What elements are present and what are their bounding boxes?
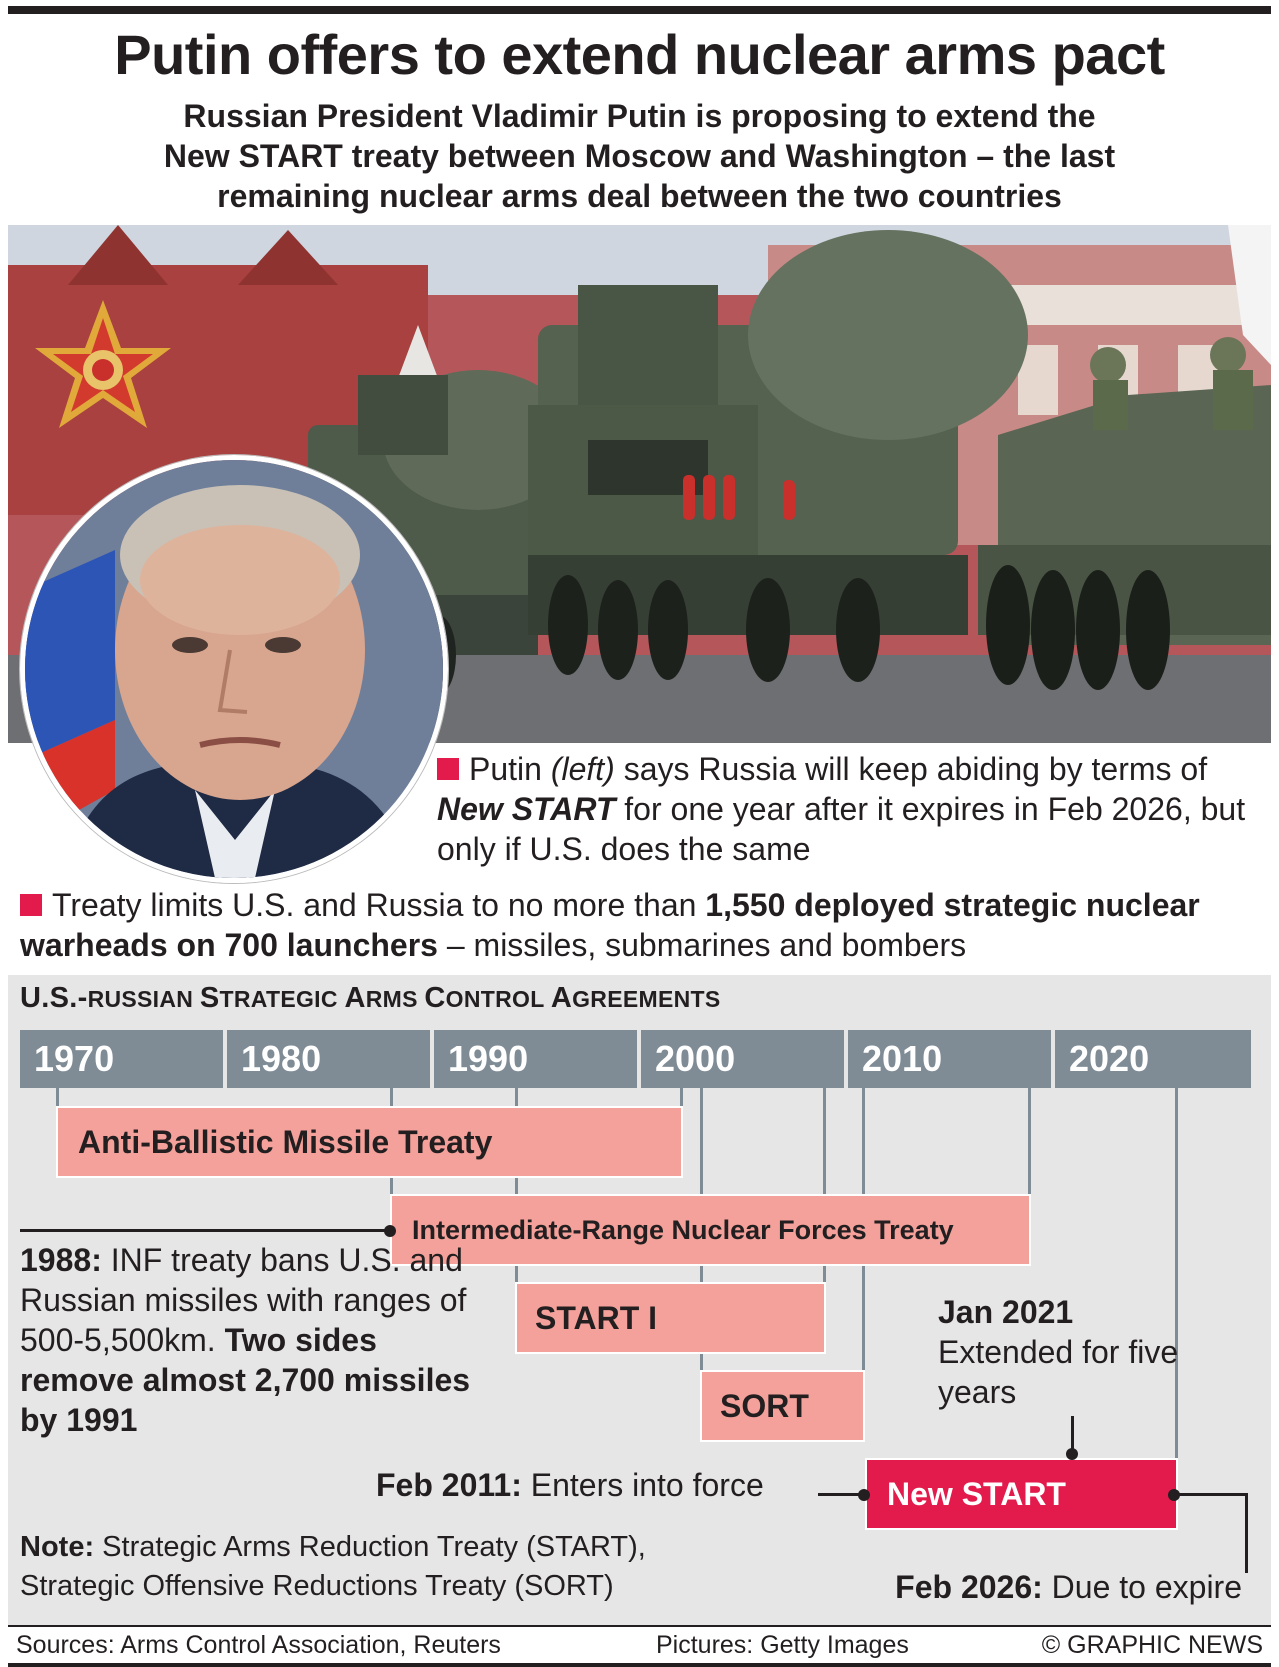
top-rule (8, 6, 1271, 14)
feb-2011-date: Feb 2011: (376, 1467, 522, 1503)
putin-statement (437, 749, 1247, 869)
para1-text-newstart: New START (437, 791, 616, 827)
decade-2020: 2020 (1055, 1030, 1251, 1088)
decade-1980: 1980 (227, 1030, 430, 1088)
para2-text-b: – missiles, submarines and bombers (437, 927, 967, 963)
inf-note-bold: Two sides remove almost 2,700 missiles by 1991 (20, 1322, 471, 1438)
inf-marker-dot (384, 1225, 396, 1237)
note-label: Note: (20, 1531, 95, 1563)
chart-heading: U.S.-RUSSIAN STRATEGIC ARMS CONTROL AGREEMENTS (20, 982, 721, 1014)
para2-text-bold: 1,550 deployed strategic nuclear warheads on 700 launchers (20, 887, 1200, 963)
feb-2026-line (1178, 1493, 1248, 1496)
feb-2011-line (818, 1493, 860, 1496)
decade-2010: 2010 (848, 1030, 1051, 1088)
jan-2021-dot (1066, 1448, 1078, 1460)
decade-1990: 1990 (434, 1030, 637, 1088)
subtitle-line-2: New START treaty between Moscow and Washington – the last (163, 138, 1116, 174)
footer (8, 1625, 1271, 1667)
para1-text-left: (left) (550, 751, 615, 787)
page-title: Putin offers to extend nuclear arms pact (114, 23, 1165, 86)
putin-portrait (20, 455, 448, 883)
inf-note-text: INF treaty bans U.S. and Russian missiles with ranges of 500-5,500km. (20, 1242, 467, 1358)
subtitle-line-1: Russian President Vladimir Putin is proposing to extend the (183, 98, 1096, 134)
decade-1970: 1970 (20, 1030, 223, 1088)
copyright: © GRAPHIC NEWS (1041, 1631, 1263, 1659)
note-line-2: Strategic Offensive Reductions Treaty (SORT) (20, 1570, 614, 1602)
feb-2026-date: Feb 2026: (895, 1569, 1043, 1605)
para1-text-c: for one year after it expires in Feb 2026, but only if U.S. does the same (437, 791, 1246, 867)
feb-2011-text: Enters into force (521, 1467, 764, 1503)
bar-inf-treaty: Intermediate-Range Nuclear Forces Treaty (390, 1194, 1031, 1266)
feb-2026-text: Due to expire (1042, 1569, 1242, 1605)
para1-text-a: Putin (469, 751, 551, 787)
para2-text-a: Treaty limits U.S. and Russia to no more than (52, 887, 706, 923)
para1-text-b: says Russia will keep abiding by terms of (614, 751, 1208, 787)
bar-abm-treaty: Anti-Ballistic Missile Treaty (56, 1106, 683, 1178)
jan-2021-text: Extended for five years (938, 1334, 1179, 1410)
bar-new-start: New START (865, 1458, 1178, 1530)
acronym-note (20, 1528, 780, 1606)
picture-credit: Pictures: Getty Images (656, 1631, 909, 1659)
treaty-limits (20, 885, 1265, 965)
feb-2011-dot (858, 1489, 870, 1501)
inf-note-year: 1988: (20, 1242, 102, 1278)
subtitle-line-3: remaining nuclear arms deal between the two countries (217, 178, 1062, 214)
jan-2021-date: Jan 2021 (938, 1294, 1074, 1330)
guide-line (56, 1088, 59, 1108)
decade-2000: 2000 (641, 1030, 844, 1088)
sources: Sources: Arms Control Association, Reuters (16, 1631, 501, 1659)
bar-start-i: START I (515, 1282, 826, 1354)
inf-note (20, 1240, 480, 1440)
note-line-1: Strategic Arms Reduction Treaty (START), (94, 1531, 646, 1563)
feb-2026-note (852, 1567, 1242, 1607)
red-square-bullet-icon (437, 758, 459, 780)
guide-line (1028, 1088, 1031, 1198)
feb-2011-note (376, 1465, 816, 1505)
inf-leader-line (20, 1229, 386, 1232)
bar-sort: SORT (700, 1370, 865, 1442)
feb-2026-drop (1245, 1493, 1248, 1573)
jan-2021-note (938, 1292, 1218, 1412)
guide-line (680, 1088, 683, 1108)
red-square-bullet-icon (20, 894, 42, 916)
